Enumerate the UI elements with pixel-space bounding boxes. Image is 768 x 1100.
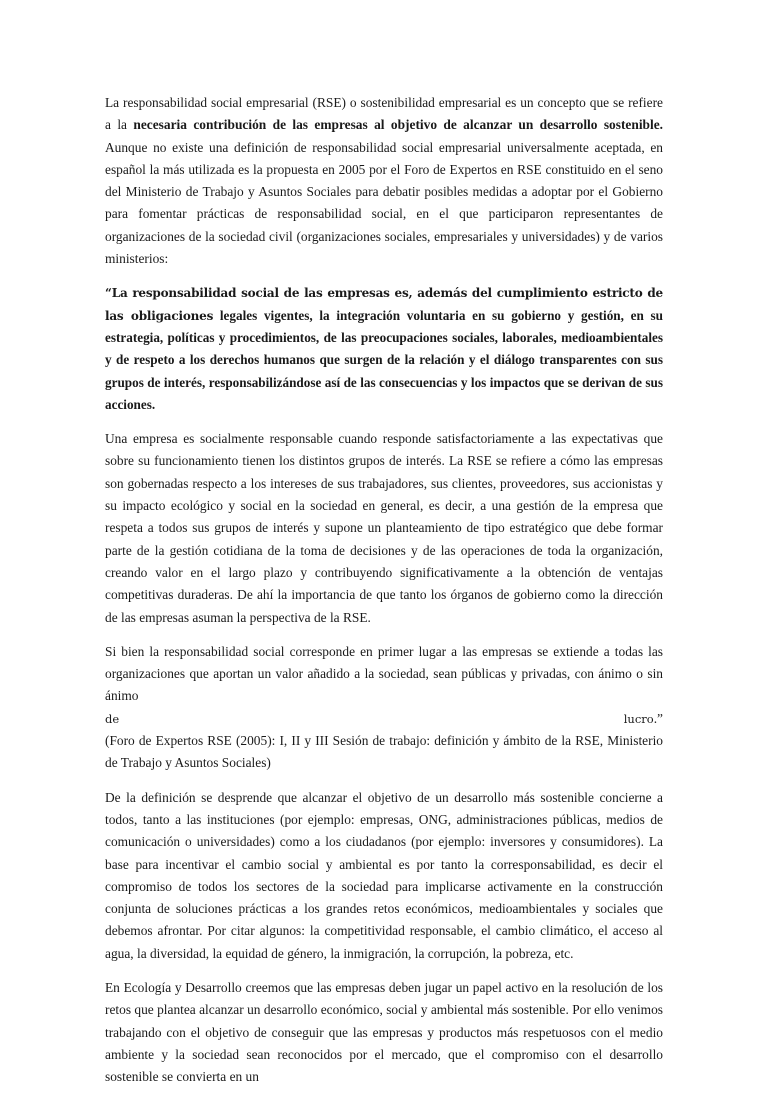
definition-quote <box>105 282 663 416</box>
scope-end <box>624 708 663 730</box>
quote-body: legales vigentes, la integración voluntaria en su gobierno y gestión, en su estrategia, políticas y procedimientos, de las preocupaciones sociales, laborales, medioambientales y de respeto a los derechos humanos que surgen de la relación y el diálogo transparentes con sus grupos de interés, responsabilizándose así de las consecuencias y los impactos que se derivan de sus acciones. <box>105 307 664 412</box>
scope-text: Si bien la responsabilidad social corresponde en primer lugar a las empresas se extiende a todas las organizaciones que aportan un valor añadido a la sociedad, sean públicas y privadas, con ánimo o sin ánimo <box>105 643 663 704</box>
scope-word-lucro: lucro <box>623 711 654 726</box>
paragraph-ecologia-desarrollo: En Ecología y Desarrollo creemos que las empresas deben jugar un papel activo en la resolución de los retos que plantea alcanzar un desarrollo económico, social y ambiental más sostenible. Por ello venimos trabajando con el objetivo de conseguir que las empresas y productos más respetuosos con el medio ambiente y la sociedad sean reconocidos por el mercado, que el compromiso con el desarrollo sostenible se convierta en un <box>105 979 663 1085</box>
paragraph-intro <box>105 92 663 270</box>
scope-word-de: de <box>105 711 120 726</box>
paragraph-definition-implications: De la definición se desprende que alcanzar el objetivo de un desarrollo más sostenible concierne a todos, tanto a las instituciones (por ejemplo: empresas, ONG, administraciones públicas, medios de comunicación o universidades) como a los ciudadanos (por ejemplo: inversores y consumidores). La base para incentivar el cambio social y ambiental es por tanto la corresponsabilidad, es decir el compromiso de todos los sectores de la sociedad para implicarse activamente en la construcción conjunta de soluciones prácticas a los grandes retos económicos, medioambientales y sociales que debemos afrontar. Por citar algunos: la competitividad responsable, el cambio climático, el acceso al agua, la diversidad, la equidad de género, la inmigración, la corrupción, la pobreza, etc. <box>105 789 663 961</box>
intro-bold-text: necesaria contribución de las empresas al objetivo de alcanzar un desarrollo sostenible. <box>133 117 663 133</box>
quote-first-line: “La responsabilidad social de las empresas es, además del cumplimiento estricto de las obligaciones <box>105 286 663 323</box>
paragraph-scope <box>105 641 663 708</box>
scope-spread-line <box>105 708 663 730</box>
document-page <box>105 92 663 1100</box>
paragraph-socially-responsible: Una empresa es socialmente responsable cuando responde satisfactoriamente a las expectativas que sobre su funcionamiento tienen los distintos grupos de interés. La RSE se refiere a cómo las empresas son gobernadas respecto a los intereses de sus trabajadores, sus clientes, proveedores, sus accionistas y su impacto ecológico y social en la sociedad en general, es decir, a una gestión de la empresa que respeta a todos sus grupos de interés y supone un planteamiento de tipo estratégico que debe formar parte de la gestión cotidiana de la toma de decisiones y de las operaciones de toda la organización, creando valor en el largo plazo y contribuyendo significativamente a la obtención de ventajas competitivas duraderas. De ahí la importancia de que tanto los órganos de gobierno como la dirección de las empresas asuman la perspectiva de la RSE. <box>105 431 663 625</box>
intro-text-continued: Aunque no existe una definición de responsabilidad social empresarial universalmente aceptada, en español la más utilizada es la propuesta en 2005 por el Foro de Expertos en RSE constituido en el seno del Ministerio de Trabajo y Asuntos Sociales para debatir posibles medidas a adoptar por el Gobierno para fomentar prácticas de responsabilidad social, en el que participaron representantes de organizaciones de la sociedad civil (organizaciones sociales, empresariales y universidades) y de varios ministerios: <box>105 139 663 267</box>
citation: (Foro de Expertos RSE (2005): I, II y III Sesión de trabajo: definición y ámbito de la RSE, Ministerio de Trabajo y Asuntos Sociales) <box>105 733 663 771</box>
scope-close-quote: .” <box>653 710 663 726</box>
intro-text: La responsabilidad social empresarial (RSE) o sostenibilidad empresarial es un concepto que se refiere a la <box>105 95 663 133</box>
